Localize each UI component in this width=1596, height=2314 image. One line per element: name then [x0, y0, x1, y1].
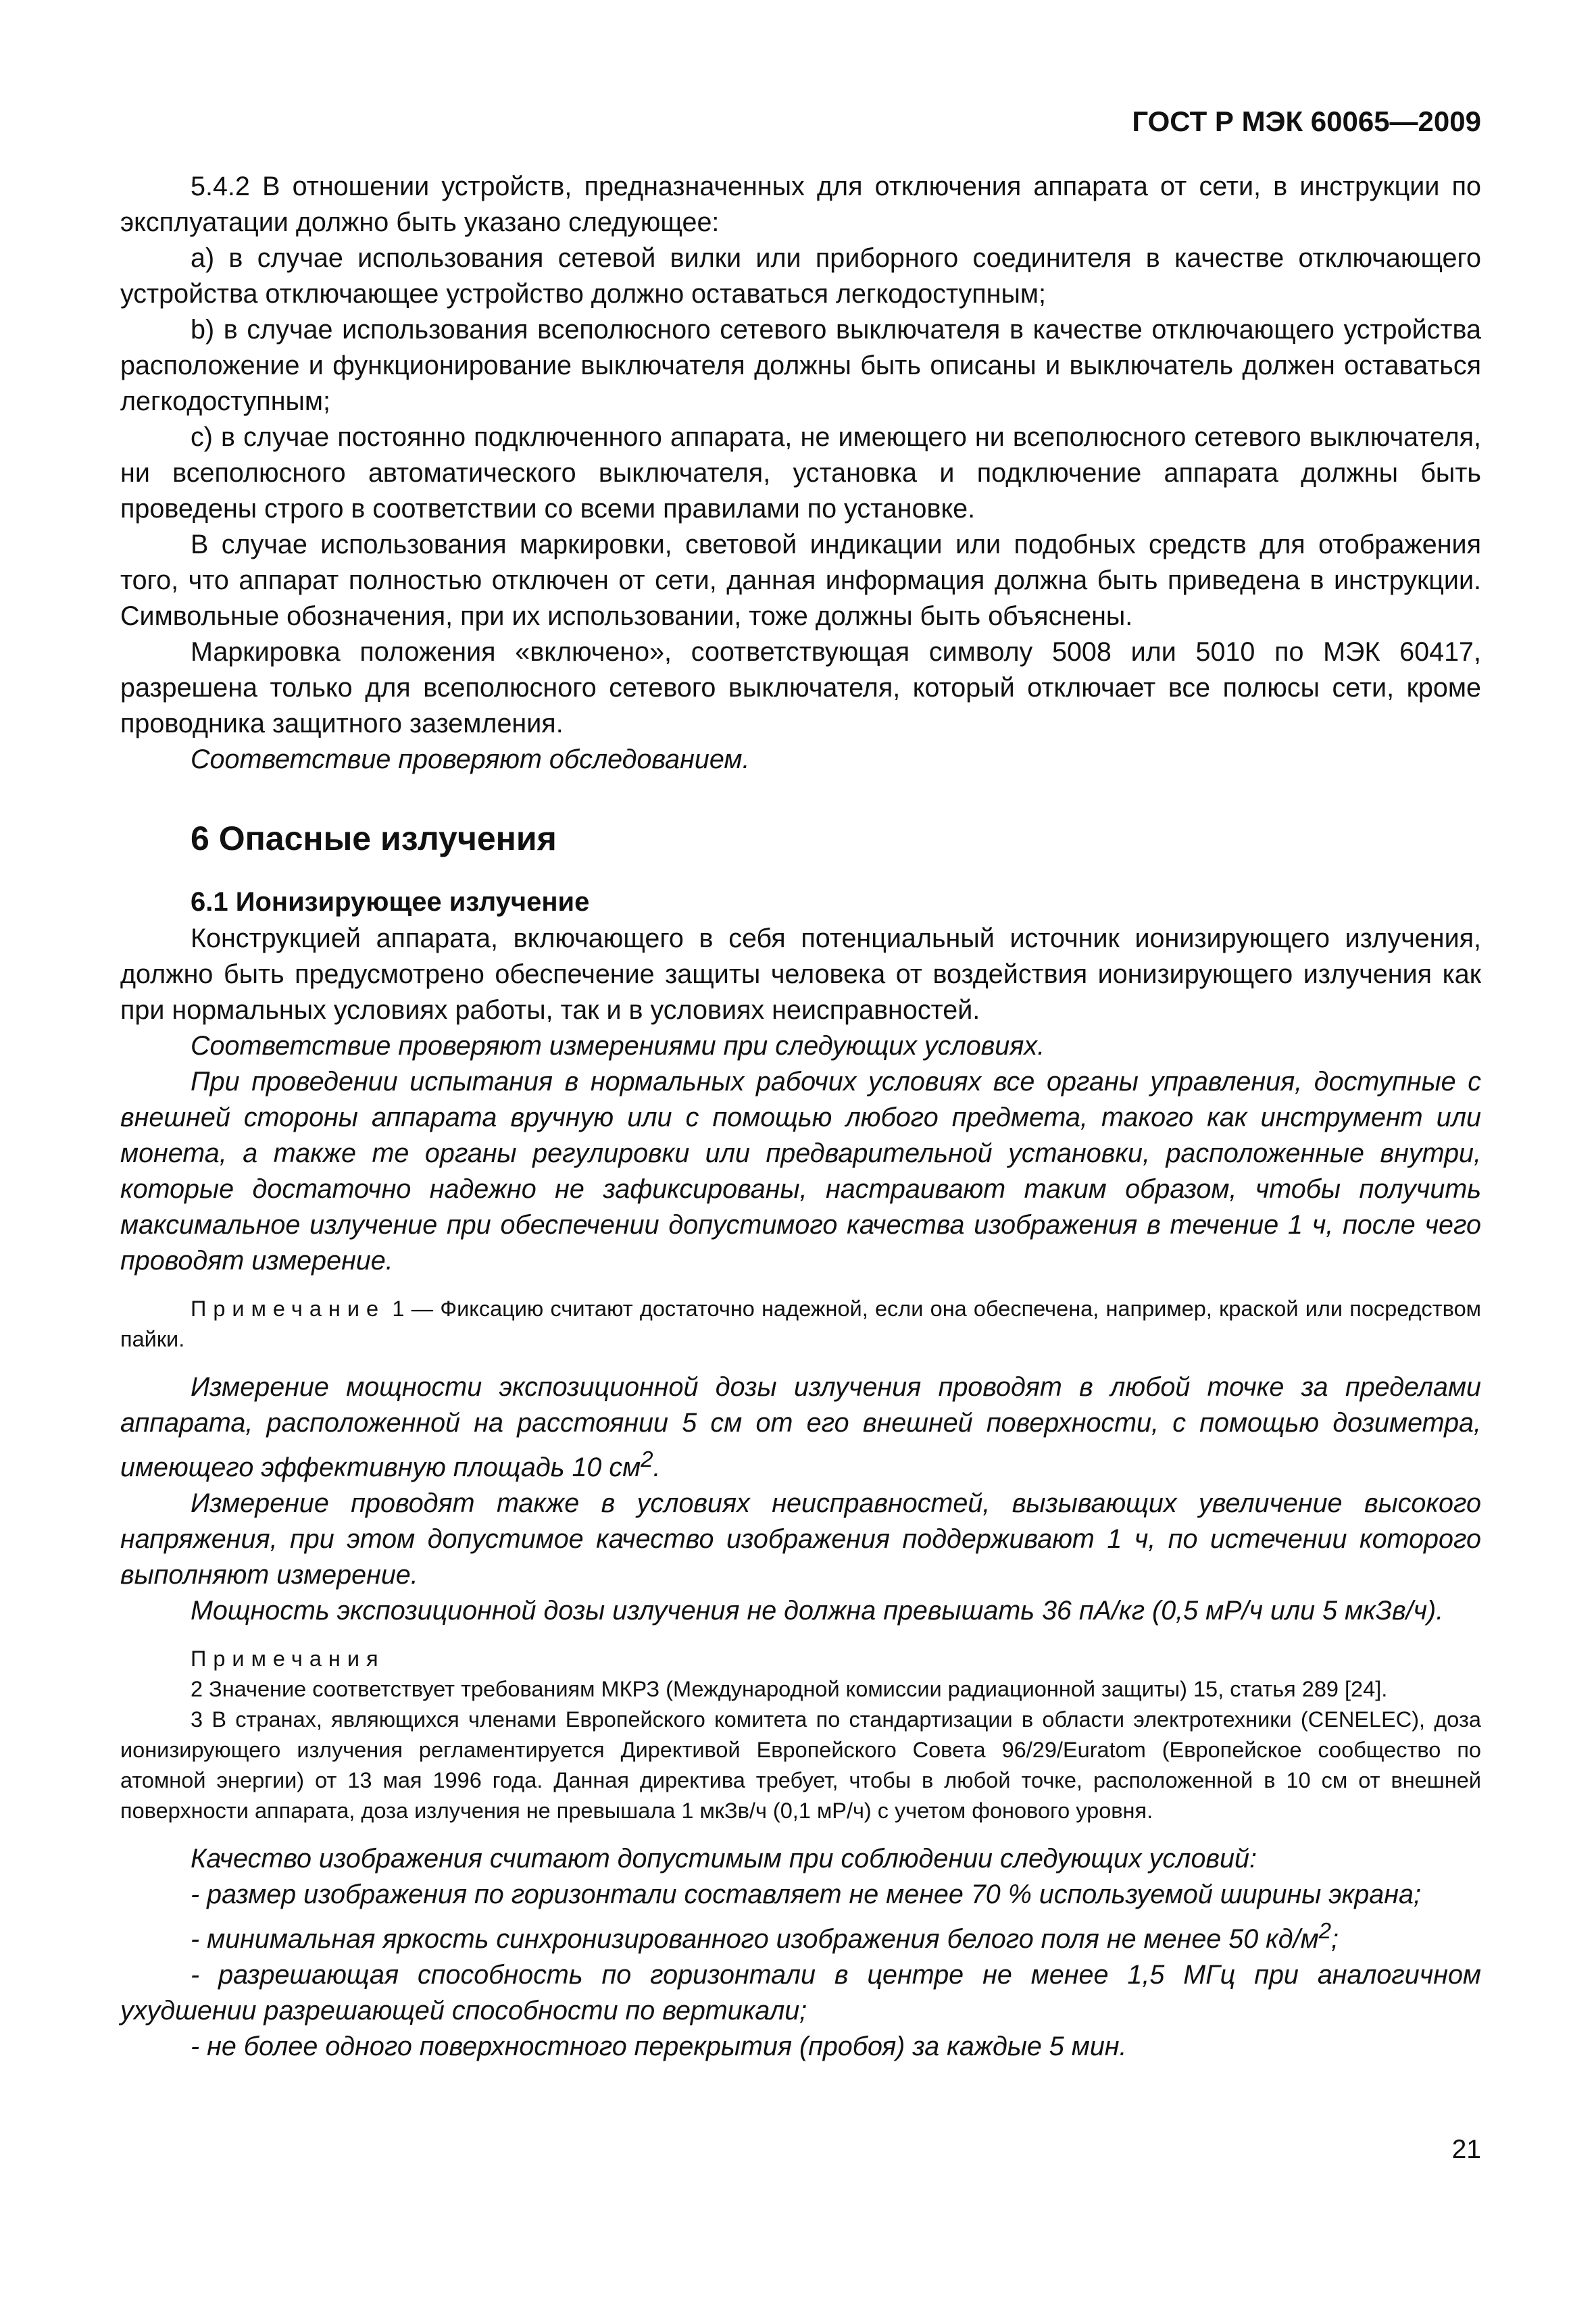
list-item-breakdown: - не более одного поверхностного перекрытия (пробоя) за каждые 5 мин.: [191, 2032, 1127, 2062]
punctuation: .: [653, 1453, 661, 1483]
list-item-a: a) в случае использования сетевой вилки или приборного соединителя в качестве отключающего устройства отключающее устройство должно оставаться легкодоступным;: [120, 243, 1481, 309]
paragraph-dose-measurement: [120, 1369, 1481, 1486]
paragraph-protection: Конструкцией аппарата, включающего в себя потенциальный источник ионизирующего излучения, должно быть предусмотрено обеспечение защиты человека от воздействия ионизирующего излучения как при нормальных условиях работы, так и в условиях неисправностей.: [120, 924, 1481, 1025]
list-item-resolution: - разрешающая способность по горизонтали в центре не менее 1,5 МГц при аналогичном ухудшении разрешающей способности по вертикали;: [120, 1960, 1481, 2026]
paragraph-test-conditions: При проведении испытания в нормальных рабочих условиях все органы управления, доступные с внешней стороны аппарата вручную или с помощью любого предмета, такого как инструмент или монета, а также те органы регулировки или предварительной установки, расположенные внутри, которые достаточно надежно не зафиксированы, настраивают таким образом, чтобы получить максимальное излучение при обеспечении допустимого качества изображения в течение 1 ч, после чего проводят измерение.: [120, 1067, 1481, 1276]
note-1-text: 1 — Фиксацию считают достаточно надежной, если она обеспечена, например, краской или посредством пайки.: [120, 1297, 1481, 1351]
paragraph-indication: В случае использования маркировки, световой индикации или подобных средств для отображения того, что аппарат полностью отключен от сети, данная информация должна быть приведена в инструкции. Символьные обозначения, при их использовании, тоже должны быть объяснены.: [120, 530, 1481, 631]
page-number: 21: [1451, 2135, 1481, 2164]
subsection-title: 6.1 Ионизирующее излучение: [191, 887, 590, 917]
note-3: 3 В странах, являющихся членами Европейского комитета по стандартизации в области электротехники (CENELEC), доза ионизирующего излучения регламентируется Директивой Европейского Совета 96/29/Euratom (Европейское сообщество по атомной энергии) от 13 мая 1996 года. Данная директива требует, чтобы в любой точке, расположенной в 10 см от внешней поверхности аппарата, доза излучения не превышала 1 мкЗв/ч (0,1 мР/ч) с учетом фонового уровня.: [120, 1707, 1481, 1823]
superscript: 2: [641, 1447, 653, 1472]
document-header: ГОСТ Р МЭК 60065—2009: [1132, 105, 1481, 137]
paragraph-5-4-2: 5.4.2 В отношении устройств, предназначенных для отключения аппарата от сети, в инструкции по эксплуатации должно быть указано следующее:: [120, 172, 1481, 237]
paragraph-fault-conditions: Измерение проводят также в условиях неисправностей, вызывающих увеличение высокого напряжения, при этом допустимое качество изображения поддерживают 1 ч, по истечении которого выполняют измерение.: [120, 1488, 1481, 1590]
note-2: 2 Значение соответствует требованиям МКРЗ (Международной комиссии радиационной защиты) 15, статья 289 [24].: [191, 1677, 1388, 1702]
paragraph-marking: Маркировка положения «включено», соответствующая символу 5008 или 5010 по МЭК 60417, разрешена только для всеполюсного сетевого выключателя, который отключает все полюсы сети, кроме проводника защитного заземления.: [120, 637, 1481, 738]
compliance-measurement: Соответствие проверяют измерениями при следующих условиях.: [191, 1031, 1045, 1061]
paragraph-image-quality: Качество изображения считают допустимым при соблюдении следующих условий:: [191, 1844, 1257, 1874]
list-item-b: b) в случае использования всеполюсного сетевого выключателя в качестве отключающего устройства расположение и функционирование выключателя должны быть описаны и выключатель должен оставаться легкодоступным;: [120, 315, 1481, 416]
superscript: 2: [1318, 1918, 1331, 1944]
section-title: 6 Опасные излучения: [191, 820, 557, 857]
list-item-brightness: [120, 1913, 1481, 1957]
punctuation: ;: [1331, 1924, 1339, 1955]
list-item-c: c) в случае постоянно подключенного аппарата, не имеющего ни всеполюсного сетевого выключателя, ни всеполюсного автоматического выключателя, установка и подключение аппарата должны быть проведены строго в соответствии со всеми правилами по установке.: [120, 422, 1481, 524]
note-label: Примечание: [191, 1297, 386, 1321]
paragraph-dose-limit: Мощность экспозиционной дозы излучения не должна превышать 36 пА/кг (0,5 мР/ч или 5 мкЗв/ч).: [191, 1596, 1444, 1626]
document-page: [120, 101, 1481, 2209]
dose-measurement-text: Измерение мощности экспозиционной дозы излучения проводят в любой точке за пределами аппарата, расположенной на расстоянии 5 см от его внешней поверхности, с помощью дозиметра, имеющего эффективную площадь 10 см: [120, 1372, 1481, 1483]
notes-label-text: Примечания: [191, 1646, 385, 1671]
list-item-size: - размер изображения по горизонтали составляет не менее 70 % используемой ширины экрана;: [191, 1880, 1421, 1910]
notes-label: [120, 1644, 1481, 1674]
brightness-text: - минимальная яркость синхронизированного изображения белого поля не менее 50 кд/м: [191, 1924, 1319, 1955]
note-1: [120, 1294, 1481, 1355]
compliance-statement: Соответствие проверяют обследованием.: [191, 745, 750, 774]
